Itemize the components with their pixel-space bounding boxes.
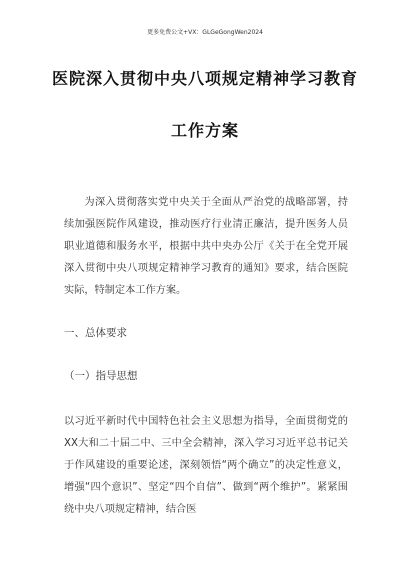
header-note: 更多免费公文+VX：GLGeGongWen2024 [147,29,263,36]
document-title-line-2: 工作方案 [170,121,239,140]
subsection-heading: （一）指导思想 [64,370,138,382]
section-heading: 一、总体要求 [64,327,127,339]
body-paragraph: 以习近平新时代中国特色社会主义思想为指导，全面贯彻党的XX大和二十届二中、三中全会精神，深入学习习近平总书记关于作风建设的重要论述，深刻领悟“两个确立”的决定性意义，增强“四个意识”、坚定“四个自信”、做到“两个维护”。紧紧围绕中央八项规定精神，结合医 [64,416,348,515]
intro-paragraph: 为深入贯彻落实党中央关于全面从严治党的战略部署，持续加强医院作风建设，推动医疗行业清正廉洁，提升医务人员职业道德和服务水平，根据中共中央办公厅《关于在全党开展深入贯彻中央八项规定精神学习教育的通知》要求，结合医院实际，特制定本工作方案。 [64,197,348,296]
document-title-line-1: 医院深入贯彻中央八项规定精神学习教育 [51,69,358,88]
